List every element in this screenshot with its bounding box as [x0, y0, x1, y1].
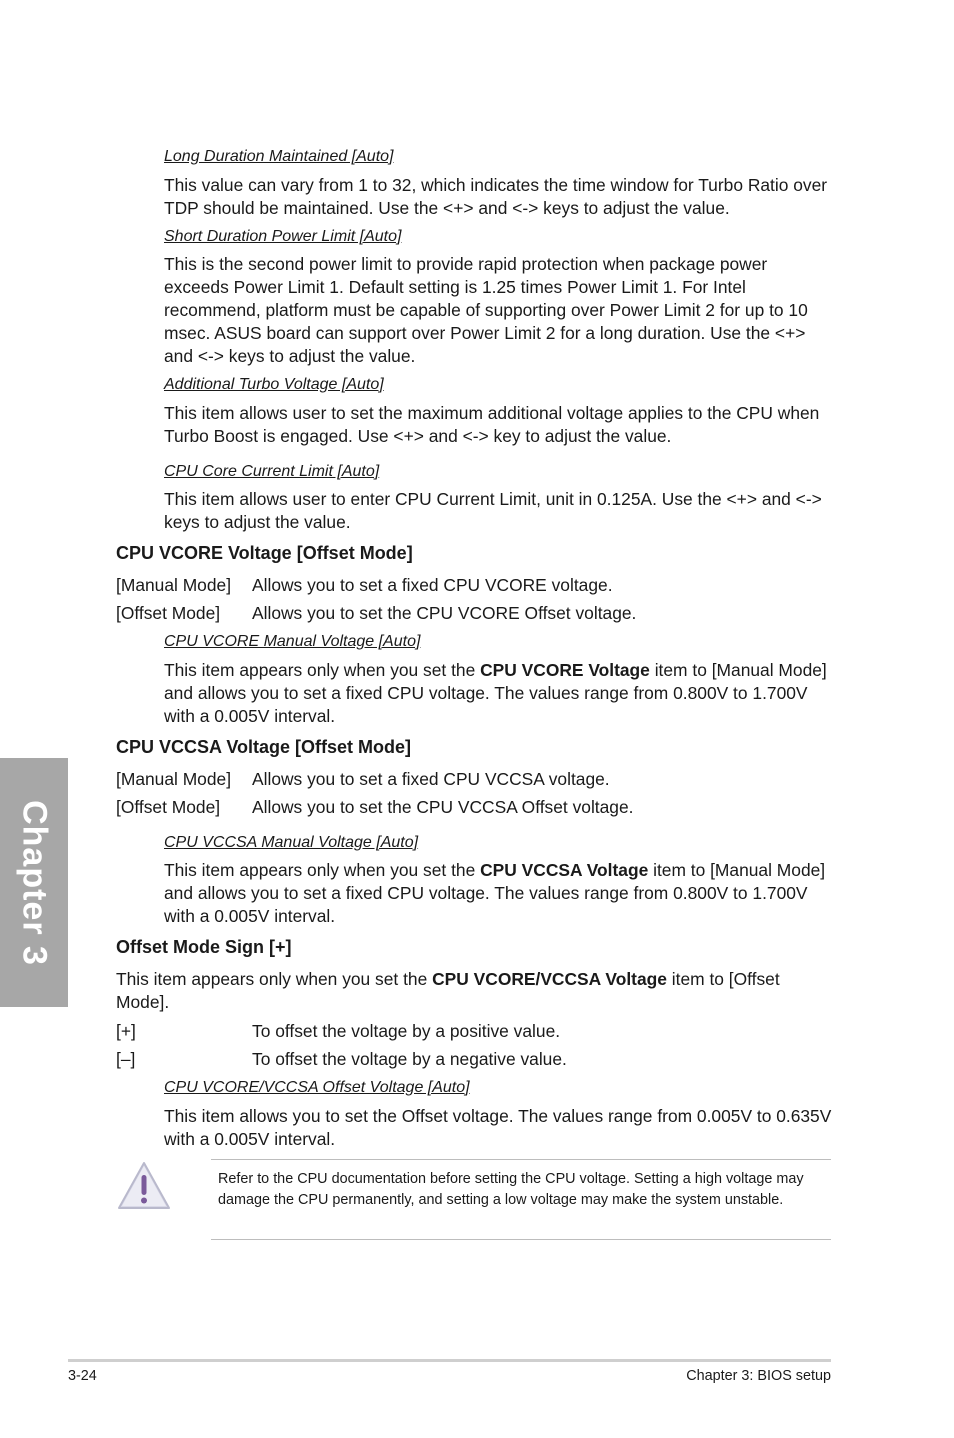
vccsa-option-key: [Manual Mode]: [116, 769, 232, 789]
vcore-option-key: [Offset Mode]: [116, 603, 221, 623]
footer-chapter-title: Chapter 3: BIOS setup: [686, 1368, 831, 1384]
core-current-title: CPU Core Current Limit [Auto]: [164, 463, 380, 480]
offset-sign-desc: This item appears only when you set the CPU VCORE/VCCSA Voltage item to [Offset Mode].: [116, 969, 780, 1012]
page-number: 3-24: [68, 1368, 97, 1384]
long-duration-title: Long Duration Maintained [Auto]: [164, 148, 394, 165]
vcore-option-key: [Manual Mode]: [116, 575, 232, 595]
vcore-manual-bold: CPU VCORE Voltage: [480, 660, 650, 680]
long-duration-desc: This value can vary from 1 to 32, which indicates the time window for Turbo Ratio over TDP should be maintained. Use the <+> and <-> keys to adjust the value.: [164, 175, 828, 218]
additional-turbo-desc: This item allows user to set the maximum additional voltage applies to the CPU when Turbo Boost is engaged. Use <+> and <-> key to adjust the value.: [164, 403, 820, 446]
short-duration-desc: This is the second power limit to provide rapid protection when package power exceeds Power Limit 1. Default setting is 1.25 times Power Limit 1. For Intel recommend, platform must be capable of supporting over Power Limit 2 for up to 10 msec. ASUS board can support over Power Limit 2 for a long duration. Use the <+> and <-> keys to adjust the value.: [164, 254, 808, 366]
vccsa-option-desc: Allows you to set the CPU VCCSA Offset voltage.: [252, 797, 634, 817]
vcore-manual-title: CPU VCORE Manual Voltage [Auto]: [164, 633, 421, 650]
short-duration-title: Short Duration Power Limit [Auto]: [164, 228, 402, 245]
warning-icon: [114, 1158, 174, 1214]
offset-sign-option-desc: To offset the voltage by a negative value.: [252, 1049, 567, 1069]
note-text: Refer to the CPU documentation before setting the CPU voltage. Setting a high voltage may damage the CPU permanently, and setting a low voltage may make the system unstable.: [218, 1171, 804, 1208]
vcore-manual-desc: This item appears only when you set the CPU VCORE Voltage item to [Manual Mode] and allows you to set a fixed CPU voltage. The values range from 0.800V to 1.700V with a 0.005V interval.: [164, 660, 827, 726]
chapter-tab-label: Chapter 3: [15, 799, 54, 966]
vccsa-manual-bold: CPU VCCSA Voltage: [480, 860, 649, 880]
offset-voltage-desc: This item allows you to set the Offset voltage. The values range from 0.005V to 0.635V with a 0.005V interval.: [164, 1106, 832, 1149]
offset-sign-option-desc: To offset the voltage by a positive value.: [252, 1021, 561, 1041]
offset-sign-bold: CPU VCORE/VCCSA Voltage: [432, 969, 667, 989]
additional-turbo-title: Additional Turbo Voltage [Auto]: [164, 376, 384, 393]
vcore-option-desc: Allows you to set a fixed CPU VCORE voltage.: [252, 575, 613, 595]
footer-rule: [68, 1359, 831, 1362]
vccsa-manual-desc: This item appears only when you set the CPU VCCSA Voltage item to [Manual Mode] and allows you to set a fixed CPU voltage. The values range from 0.800V to 1.700V with a 0.005V interval.: [164, 860, 826, 926]
note-bottom-rule: [211, 1239, 831, 1240]
chapter-tab: [0, 758, 68, 1007]
vcore-option-desc: Allows you to set the CPU VCORE Offset voltage.: [252, 603, 637, 623]
vccsa-manual-title: CPU VCCSA Manual Voltage [Auto]: [164, 834, 419, 851]
note-top-rule: [211, 1159, 831, 1160]
offset-sign-heading: Offset Mode Sign [+]: [116, 937, 292, 957]
vccsa-option-desc: Allows you to set a fixed CPU VCCSA voltage.: [252, 769, 610, 789]
core-current-desc: This item allows user to enter CPU Current Limit, unit in 0.125A. Use the <+> and <-> keys to adjust the value.: [164, 489, 822, 532]
offset-sign-option-key: [–]: [116, 1049, 136, 1069]
vccsa-heading: CPU VCCSA Voltage [Offset Mode]: [116, 737, 412, 757]
offset-sign-option-key: [+]: [116, 1021, 136, 1041]
vccsa-option-key: [Offset Mode]: [116, 797, 221, 817]
vcore-heading: CPU VCORE Voltage [Offset Mode]: [116, 543, 413, 563]
offset-voltage-title: CPU VCORE/VCCSA Offset Voltage [Auto]: [164, 1079, 470, 1096]
